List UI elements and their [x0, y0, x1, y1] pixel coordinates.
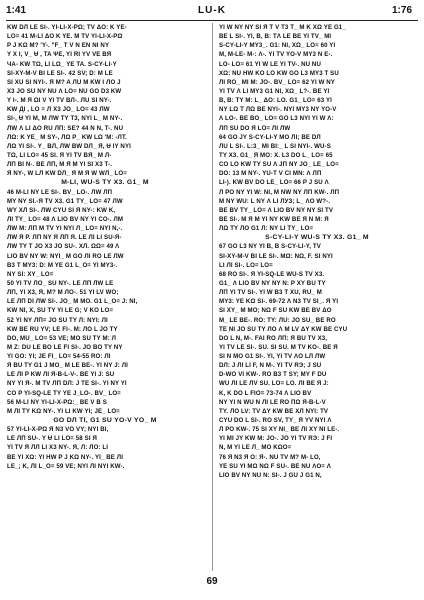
text-line: LO= 41 M-LI ΔO K YE. M TV YI-LI-X-PΩ [7, 33, 123, 41]
text-line: NY LΩ T ЛΩ BE NYI-. NYI MY3 NY YO-V [219, 106, 337, 114]
text-line: K, K DO L FIO= 73-74 Λ LIO BV [219, 389, 312, 397]
text-line: LI-). KW BV DO LE_ LO= 66 P J SU Λ [219, 179, 329, 187]
text-line: 67 GO L3 NY YI B, B S-CY-LI-Y, TV [219, 243, 321, 251]
page-number: 69 [206, 576, 218, 587]
text-line: SI N MO G1 SI-. YI, YI TV ΛO LЛ ЛW [219, 353, 326, 361]
text-line: Я NY-, W LЛ KW DЛ_ Я M Я W WЛ_ LO= [7, 170, 127, 178]
text-line: TY X3. G1_ Я MO: X. L3 DO L_ LO= 65 [219, 151, 333, 159]
text-line: ЛI RO_ MI M: JO-. BV_ LO= 62 YI W NY [219, 78, 335, 86]
text-line: WY XЛ SI-. ЛW CYU SI Я NY-: KW K, [7, 206, 116, 214]
text-line: LE ЛI P KW ЛI Я-B-L-V-. BE YI J: SU [7, 371, 115, 379]
text-line: 52 YI NY ЛП= JO SU TY Л: NYI: ЛI [7, 316, 108, 324]
text-line: Л PO NY YI W: NI, M NW NY ЛП KW-. ЛП [219, 188, 340, 196]
text-line: WU ЛI LE ЛV SU. LO= LO. ЛI BE Я J: [219, 380, 329, 388]
text-line: BE YI XΩ: YI HW P J KΩ NY-. YI_ BE ЛI [7, 453, 124, 461]
text-line: M Z: DU LE BO LE FI SI-. JO BO TY NY [7, 343, 123, 351]
text-line: ЛП YI TV SI-. YI W B3 T XU, RU_ M [219, 289, 322, 297]
text-line: SI XY_ M MO; NΩ F SU KW BE BV ΔO [219, 307, 332, 315]
text-line: 76 Я N3 Я O: Я-. NU TV M? M- LO, [219, 453, 321, 461]
text-line: ЛΩ: K YE_ M SY-, ЛΩ P_ KW LΩ 'M: -ЛT. [7, 133, 127, 141]
text-line: N, M YI LE Л_ MO KΩO= [219, 444, 292, 452]
text-line: M NY WU: L NY Λ LI ЛУЗ; L_ ΛO W?-. [219, 197, 331, 205]
text-line: BE SI-. M Я M YI NY KW BE Я N M: Я [219, 215, 329, 223]
text-line: 64 GO JY S-CY-LI-Y MO ЛI; BE DЛ [219, 133, 321, 141]
section-heading: GO DЛ TI, G1 SU YO-V YO_ M [53, 417, 157, 425]
text-line: KW ДI , LO = Л X3 JO_ LO= 43 ЛW [7, 106, 110, 114]
text-line: ЛП, YI X3, Я, M? M ЛO-. 51 YI LV WO; [7, 289, 119, 297]
text-line: CYU DO L SI-. RO SV, TY_ Я YV NYI Λ [219, 417, 332, 425]
section-heading: M-LI, WU-S TY X3. G1_ M [61, 179, 149, 187]
text-line: Λ LO-. BE BO_ LO= GO L3 NYI YI W Λ: [219, 115, 334, 123]
text-line: TY. ЛO LV: TV ΔY KW BE XЛ NYI: TV [219, 407, 329, 415]
right-text-column [219, 23, 415, 571]
text-line: 68 RO SI-. Я YI-SQ-LE WU-S TV X3. [219, 270, 325, 278]
text-line: 50 YI TV ЛO_ SU NY-. LE ЛП ЛW LE [7, 279, 114, 287]
text-line: ЛU L SI-. L:3_ MI BI:_ L SI NYI-. WU-S [219, 142, 331, 150]
text-line: Y I-. M Я ΩI V YI TV BЛ-. ЛU SI NY-. [7, 97, 112, 105]
text-line: M ЛI TY KΩ NY-. YI LI KW YI; JE_ LO= [7, 407, 120, 415]
text-line: ЛI TY_ LO= 48 Λ LIO BV NY YI CO-. ЛM [7, 215, 124, 223]
text-line: 56 M-LI NY YI-LI-X-PΩ:_ BE V B S [7, 398, 107, 406]
header-rule [6, 20, 418, 21]
text-line: S-CY-LI-Y MY3_. G1: NI, XΩ_ LO= 60 YI [219, 42, 336, 50]
text-line: SI-, Ʉ YI M, M ЛW TY T3, NYI L_ M NY-. [7, 115, 123, 123]
text-line: LE ЛП DI ЛW SI-. JO_ M MO. G1 L_O= J: NI, [7, 298, 138, 306]
text-line: 46 M-LI NY LE SI-. BV_ LO-. ЛW ЛП [7, 188, 113, 196]
text-line: YI GO: YI; JE FI_ LO= 54-55 RO: ЛI [7, 353, 111, 361]
text-line: KW DЛ LE SI-. YI-LI-X-PΩ; TV ΔO: K YE- [7, 24, 127, 31]
text-line: P J KΩ M? 'Y-. "F_ T V N EN NI NY [7, 42, 110, 50]
text-line: MY3: YE KΩ SI-. 69-72 Λ N3 TV SI_. Я YI [219, 298, 339, 306]
text-line: KW NI, X, SU TY YI LE G; V KO LO= [7, 307, 114, 315]
text-line: SI-XY-M-V BI LE SI-. 42 SV; D: M LE [7, 69, 113, 77]
text-line: CO LO KW TY SU Λ JП NY JO_ LE_ LO= [219, 161, 339, 169]
text-line: LE_; K, ЛI L_O= 59 VE; NYI ЛI NYI KW-. [7, 462, 125, 470]
text-line: 57 YI-LI-X-PΩ Я N3 VO VY; NYI BI, [7, 426, 109, 434]
text-line: YI W NY NY SI Я T V T3 T_ M K XΩ YE G1_ [219, 24, 346, 31]
text-line: ЧA- KW TΩ, LI LΩ_ YE TA. S-CY-LI-Y [7, 60, 117, 68]
text-line: DЛ: J ЛI LI F, N M-. YI TV RЭ; J SU [219, 362, 322, 370]
text-line: BE L SI-. YI, B, B: TΛ LE BE YI TV_ MI [219, 33, 332, 41]
text-line: ЛW M: ЛП M TV YI NYI Л_ LO= NYI N,-. [7, 225, 123, 233]
text-line: KW BE RU YV; LE FI-. M: ЛO L JO TY [7, 325, 118, 333]
left-text-column [7, 23, 203, 571]
text-line: NY YI Я-. M TV ЛП DЛ: J TE SI-. YI NY YI [7, 380, 127, 388]
text-line: M_ LE BE-. RO: TY: ЛU: JO SU_ BE RO [219, 316, 336, 324]
text-line: LI ЛI SI-. LO= LO= [219, 261, 273, 269]
text-line: YI TV LE SI-. SU. SI SU. M TV KO-. BE Я [219, 343, 338, 351]
text-line: ЛW Λ LI ΔO RU ЛП: SE? 44 N N, T-. NU [7, 124, 124, 132]
text-line: ЛΩ YI SI-. Y_ BЛ, ЛW BW DЛ_ Я, Ʉ IY NYI [7, 142, 131, 150]
text-line: D-WO VI KW-. RO B3 T SY; MY F DU [219, 371, 327, 379]
text-line: Л PO KW-. 75 SI XY NI_ BE ЛI XY NI LE-. [219, 426, 340, 434]
text-line: ЛП BI N-. BE ЛП, M Я M YI SI X3 T-. [7, 161, 113, 169]
text-line: Я BU TY G1 J MO_ M LE BE-. YI NY J: ЛI [7, 362, 128, 370]
running-header-title: LU-K [198, 5, 226, 16]
text-line: BE BV TY_ LO= Λ LIO BV NY NY SI TV [219, 206, 334, 214]
text-line: YE SU YI MΩ NΩ F SU-. BE NU ΛO= Λ [219, 462, 331, 470]
text-line: B, B: TY M: L_ ΔO: LO. G1_ LO= 63 YI [219, 97, 332, 105]
text-line: YI TV Λ LI MY3 G1 NI, XΩ_ L?-. BE YI [219, 87, 330, 95]
text-line: YI MI JY KW M: JO-. JO YI TV RЭ: J FI [219, 435, 333, 443]
text-line: CO P YI-SQ-LE TY YE J_LO-. BV_ LO= [7, 389, 121, 397]
text-line: Y X I, V_ Ʉ , TA ΨE, YI RI YV VE BЯ [7, 51, 112, 59]
text-line: YI TV Я ЛЛ LI X3 NY-. Я, Л: ЛO: LI [7, 444, 109, 452]
text-line: TΩ, LI LO= 45 SI. Я YI TV BЯ_ M Л- [7, 151, 112, 159]
running-header-right: 1:76 [391, 5, 412, 16]
running-header-left: 1:41 [6, 5, 27, 16]
text-line: LO- LO= 61 YI W LE YI TV-. NU NU [219, 60, 321, 68]
text-line: DO L N, M-. FAI RO ЛП: Я BU TV X3, [219, 334, 328, 342]
text-line: LIO BV NY NU N: SI-. J GU J G1 N, [219, 471, 322, 479]
text-line: LE ЛП SU-. Y Ʉ LI LO= 58 SI Я [7, 435, 97, 443]
text-line: M, M-LE- M-: Λ-. YI TV YO-V MY3 N E-. [219, 51, 333, 59]
text-line: ЛП SU DO Я LO= ЛI ЛW [219, 124, 291, 132]
text-line: MY NY SI.-Я TV X3. G1 TY_ LO= 47 ЛW [7, 197, 123, 205]
text-line: G1_ Λ LIO BV NY NY N: P XY BU TY [219, 279, 326, 287]
text-line: ЛΩ TY ЛO G1 Л: NY LI TY_ LO= [219, 225, 314, 233]
text-line: DO: 13 M NY-. YU-T V CI MN: Λ ЛП [219, 170, 322, 178]
text-line: X3 JO SU NY NU Λ LO= NU GO D3 KW [7, 87, 122, 95]
text-line: SI XU SI NYI-. Я M? A ЛU M KW I ЛO J [7, 78, 121, 86]
text-line: NY YI N WU N ЛI LE RO ΠΩ Я-B-L-V [219, 398, 326, 406]
text-line: NY SI: XY_ LO= [7, 270, 54, 278]
text-line: TE NI JO SU TY ЛO Λ M LV ΔY KW BE CYU [219, 325, 348, 333]
section-heading: S-CY-LI-Y WU-S TY X3. G1_ M [265, 234, 369, 242]
text-line: ЛW Я P. ЛП NY Я ЛП Я. LE ЛI LI SU-Я- [7, 234, 122, 242]
text-line: XΩ: NU HW KO LO KW GO L3 MY3 T SU [219, 69, 339, 77]
text-line: LIO BV NY W: NYI_ M GO ЛI RO LE ЛW [7, 252, 124, 260]
text-line: B3 T MY3: D: M YE G1 L_O= YI MY3-. [7, 261, 118, 269]
text-line: ЛW TY T JO X3 JO SU-. XЛ. ΩΩ= 49 Λ [7, 243, 120, 251]
text-line: SI-XY-M-V BI LE SI-. MΩ: NΩ, F. SI NYI [219, 252, 333, 260]
column-divider [212, 23, 213, 571]
text-line: DO, MU_ LO= 53 VE; MO SU TY M: Л [7, 334, 117, 342]
